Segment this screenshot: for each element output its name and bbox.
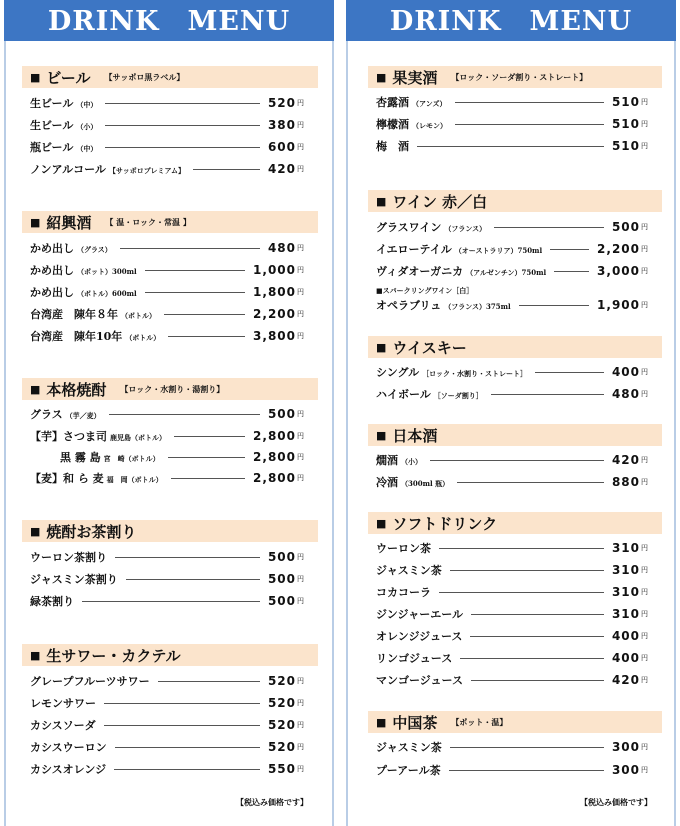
leader-line xyxy=(417,146,604,147)
bullet-icon: ■ xyxy=(376,715,387,729)
bullet-icon: ■ xyxy=(376,340,387,354)
bullet-icon: ■ xyxy=(30,524,41,538)
section-title: ワイン 赤／白 xyxy=(392,192,488,211)
tax-note: 【税込み価格です】 xyxy=(580,798,652,807)
leader-line xyxy=(126,579,260,580)
section-note: 【ロック・水割り・湯割り】 xyxy=(120,384,225,394)
menu-item: かめ出し （ボトル）600ml 1,800 円 xyxy=(30,285,304,299)
section-note: 【 温・ロック・常温 】 xyxy=(105,217,191,227)
leader-line xyxy=(105,103,260,104)
leader-line xyxy=(439,548,604,549)
menu-item: グラス （芋／麦） 500 円 xyxy=(30,407,304,421)
menu-item: 生ビール （小） 380 円 xyxy=(30,118,304,132)
leader-line xyxy=(470,636,604,637)
menu-item: ジャスミン茶 310 円 xyxy=(376,563,648,577)
menu-header-left: DRINK MENU xyxy=(4,0,334,41)
menu-item: 梅 酒 510 円 xyxy=(376,139,648,153)
section-title: 紹興酒 xyxy=(46,213,92,232)
leader-line xyxy=(471,614,604,615)
leader-line xyxy=(439,592,604,593)
section-tea-shochu xyxy=(22,520,318,608)
menu-item: 燗酒 （小） 420 円 xyxy=(376,453,648,467)
leader-line xyxy=(450,747,604,748)
menu-item: 檸檬酒 （レモン） 510 円 xyxy=(376,117,648,131)
leader-line xyxy=(457,482,604,483)
menu-item: プーアール茶 300 円 xyxy=(376,763,648,777)
leader-line xyxy=(145,270,245,271)
leader-line xyxy=(120,248,260,249)
section-header xyxy=(368,711,662,733)
leader-line xyxy=(115,557,260,558)
section-beer xyxy=(22,66,318,176)
section-shaoxing xyxy=(22,211,318,343)
menu-item: オペラブリュ （フランス）375ml 1,900 円 xyxy=(376,298,648,312)
section-note: 【サッポロ黒ラベル】 xyxy=(104,72,185,82)
leader-line xyxy=(105,125,260,126)
leader-line xyxy=(114,769,260,770)
section-header xyxy=(22,520,318,542)
leader-line xyxy=(455,102,604,103)
leader-line xyxy=(450,570,604,571)
menu-item: ヴィダオーガニカ （アルゼンチン）750ml 3,000 円 xyxy=(376,264,648,278)
bullet-icon: ■ xyxy=(376,70,387,84)
sparkling-label: ■スパークリングワイン［白］ xyxy=(376,286,474,295)
menu-item: ジャスミン茶割り 500 円 xyxy=(30,572,304,586)
section-header xyxy=(22,644,318,666)
leader-line xyxy=(104,725,260,726)
menu-item: グレープフルーツサワー 520 円 xyxy=(30,674,304,688)
leader-line xyxy=(158,681,260,682)
leader-line xyxy=(535,372,604,373)
menu-item: ハイボール ［ソーダ割り］ 480 円 xyxy=(376,387,648,401)
section-header xyxy=(368,336,662,358)
bullet-icon: ■ xyxy=(30,70,41,84)
menu-item: ウーロン茶 310 円 xyxy=(376,541,648,555)
menu-item: コカコーラ 310 円 xyxy=(376,585,648,599)
section-shochu xyxy=(22,378,318,485)
menu-item: カシスオレンジ 550 円 xyxy=(30,762,304,776)
leader-line xyxy=(109,414,260,415)
menu-item: リンゴジュース 400 円 xyxy=(376,651,648,665)
leader-line xyxy=(164,314,245,315)
bullet-icon: ■ xyxy=(376,428,387,442)
leader-line xyxy=(460,658,604,659)
menu-item: 台湾産 陳年10年 （ボトル） 3,800 円 xyxy=(30,329,304,343)
section-title: ウイスキー xyxy=(392,338,467,357)
menu-item: グラスワイン （フランス） 500 円 xyxy=(376,220,648,234)
menu-item: カシスウーロン 520 円 xyxy=(30,740,304,754)
leader-line xyxy=(430,460,604,461)
section-title: 焼酎お茶割り xyxy=(46,522,137,541)
section-wine xyxy=(368,190,662,312)
menu-item: カシスソーダ 520 円 xyxy=(30,718,304,732)
section-note: 【ロック・ソーダ割り・ストレート】 xyxy=(451,72,588,82)
section-header xyxy=(22,378,318,400)
menu-item: 【芋】さつま司 鹿児島（ボトル） 2,800 円 xyxy=(30,429,304,443)
section-title: 中国茶 xyxy=(392,713,438,732)
menu-item: 瓶ビール （中） 600 円 xyxy=(30,140,304,154)
menu-column-left xyxy=(4,0,334,826)
menu-item: ジンジャーエール 310 円 xyxy=(376,607,648,621)
menu-item: 台湾産 陳年８年 （ボトル） 2,200 円 xyxy=(30,307,304,321)
menu-item: ノンアルコール 【サッポロプレミアム】 420 円 xyxy=(30,162,304,176)
leader-line xyxy=(171,478,245,479)
bullet-icon: ■ xyxy=(376,194,387,208)
menu-item: 黒 霧 島 宮 崎（ボトル） 2,800 円 xyxy=(60,450,304,464)
leader-line xyxy=(115,747,260,748)
section-header xyxy=(368,66,662,88)
menu-item: マンゴージュース 420 円 xyxy=(376,673,648,687)
leader-line xyxy=(449,770,604,771)
leader-line xyxy=(455,124,604,125)
section-title: 生サワー・カクテル xyxy=(46,646,181,665)
leader-line xyxy=(494,227,604,228)
menu-header-right: DRINK MENU xyxy=(346,0,676,41)
section-fruit-wine xyxy=(368,66,662,153)
section-title: 日本酒 xyxy=(392,426,438,445)
section-soft-drink xyxy=(368,512,662,687)
section-header xyxy=(368,424,662,446)
leader-line xyxy=(174,436,245,437)
section-note: 【ポット・温】 xyxy=(451,717,508,727)
section-title: ビール xyxy=(46,68,91,87)
leader-line xyxy=(145,292,245,293)
menu-column-right xyxy=(346,0,676,826)
leader-line xyxy=(193,169,260,170)
menu-item: 杏露酒 （アンズ） 510 円 xyxy=(376,95,648,109)
menu-item: 緑茶割り 500 円 xyxy=(30,594,304,608)
section-whisky xyxy=(368,336,662,401)
leader-line xyxy=(519,305,589,306)
leader-line xyxy=(82,601,260,602)
menu-item: シングル ［ロック・水割り・ストレート］ 400 円 xyxy=(376,365,648,379)
menu-item: オレンジジュース 400 円 xyxy=(376,629,648,643)
leader-line xyxy=(554,271,589,272)
section-header xyxy=(22,211,318,233)
section-header xyxy=(368,190,662,212)
menu-item: かめ出し （グラス） 480 円 xyxy=(30,241,304,255)
section-header xyxy=(22,66,318,88)
leader-line xyxy=(168,457,245,458)
menu-item: かめ出し （ポット）300ml 1,000 円 xyxy=(30,263,304,277)
leader-line xyxy=(471,680,604,681)
tax-note: 【税込み価格です】 xyxy=(236,798,308,807)
section-sake xyxy=(368,424,662,489)
section-sour xyxy=(22,644,318,776)
leader-line xyxy=(105,147,260,148)
menu-item: ウーロン茶割り 500 円 xyxy=(30,550,304,564)
bullet-icon: ■ xyxy=(376,516,387,530)
section-header xyxy=(368,512,662,534)
leader-line xyxy=(168,336,245,337)
bullet-icon: ■ xyxy=(30,648,41,662)
leader-line xyxy=(491,394,604,395)
leader-line xyxy=(104,703,260,704)
menu-item: 【麦】和 ら 麦 福 岡（ボトル） 2,800 円 xyxy=(30,471,304,485)
menu-item: イエローテイル （オーストラリア）750ml 2,200 円 xyxy=(376,242,648,256)
menu-item: 冷酒 （300ml 瓶） 880 円 xyxy=(376,475,648,489)
section-title: ソフトドリンク xyxy=(392,514,498,533)
menu-item: 生ビール （中） 520 円 xyxy=(30,96,304,110)
bullet-icon: ■ xyxy=(30,215,41,229)
menu-item: ジャスミン茶 300 円 xyxy=(376,740,648,754)
menu-item: レモンサワー 520 円 xyxy=(30,696,304,710)
section-chinese-tea xyxy=(368,711,662,777)
leader-line xyxy=(550,249,589,250)
section-title: 果実酒 xyxy=(392,68,438,87)
section-title: 本格焼酎 xyxy=(46,380,107,399)
bullet-icon: ■ xyxy=(30,382,41,396)
